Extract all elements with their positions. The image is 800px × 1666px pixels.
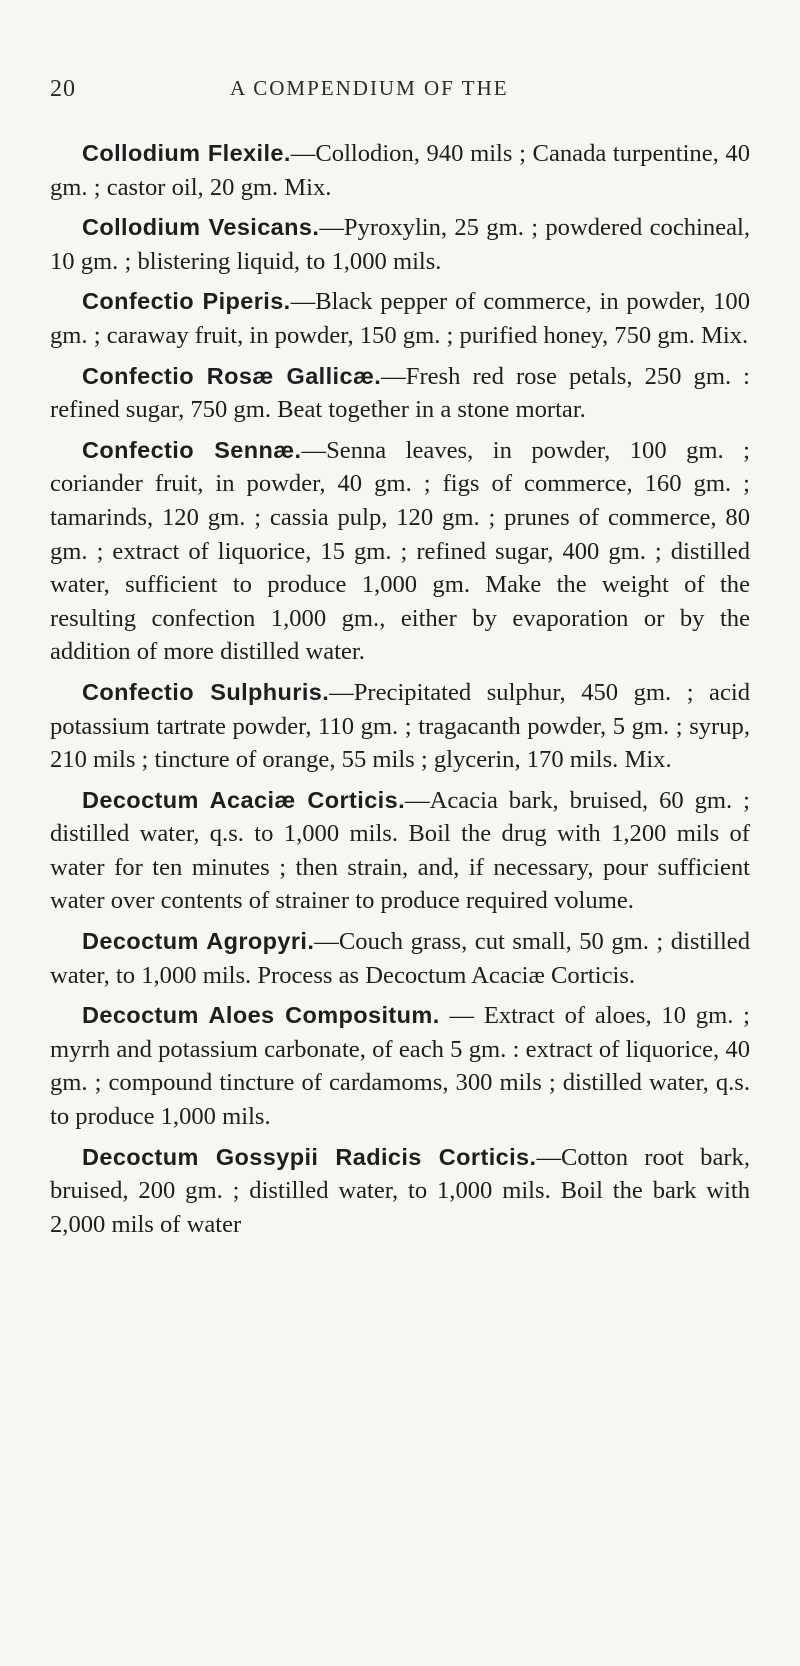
entry-title: Decoctum Agropyri. [82,928,315,955]
entry-text: —Pyroxylin, 25 gm. ; powdered cochineal, 10 gm. ; blistering liquid, to 1,000 mils. [50,214,751,275]
entry-confectio-sulphuris [50,676,750,777]
page-body [50,137,750,1248]
entry-title: Confectio Rosæ Gallicæ. [82,362,382,389]
entry-confectio-piperis [50,285,750,352]
entry-title: Decoctum Gossypii Radicis Corticis. [82,1143,537,1170]
page-number: 20 [50,76,76,102]
entry-title: Collodium Vesicans. [82,214,320,241]
entry-confectio-rosae-gallicae [50,360,750,427]
entry-text: —Senna leaves, in powder, 100 gm. ; coriander fruit, in powder, 40 gm. ; figs of commerce, 160 gm. ; tamarinds, 120 gm. ; cassia pulp, 120 gm. ; prunes of commerce, 80 gm. ; extract of liquorice, 15 gm. ; refined sugar, 400 gm. ; distilled water, sufficient to produce 1,000 gm. Make the weight of the resulting confection 1,000 gm., either by evaporation or by the addition of more distilled water. [50,436,750,666]
entry-confectio-sennae [50,434,750,669]
entry-collodium-vesicans [50,211,750,278]
entry-text: —Black pepper of commerce, in powder, 100 gm. ; caraway fruit, in powder, 150 gm. ; purified honey, 750 gm. Mix. [50,288,750,349]
entry-text: — Extract of aloes, 10 gm. ; myrrh and potassium carbonate, of each 5 gm. : extract of liquorice, 40 gm. ; compound tincture of cardamoms, 300 mils ; distilled water, q.s. to produce 1,000 mils. [50,1002,751,1131]
entry-title: Confectio Sennæ. [82,436,302,463]
entry-title: Collodium Flexile. [82,140,291,166]
running-header [50,76,750,106]
entry-decoctum-gossypii-radicis-corticis [50,1141,750,1242]
entry-title: Confectio Piperis. [82,288,291,315]
entry-text: —Fresh red rose petals, 250 gm. : refined sugar, 750 gm. Beat together in a stone mortar. [50,362,750,424]
running-title: A COMPENDIUM OF THE [230,76,509,100]
entry-decoctum-aloes-compositum [50,999,750,1133]
entry-title: Confectio Sulphuris. [82,678,330,705]
entry-text: —Cotton root bark, bruised, 200 gm. ; distilled water, to 1,000 mils. Boil the bark with 2,000 mils of water [50,1143,750,1238]
entry-text: —Couch grass, cut small, 50 gm. ; distilled water, to 1,000 mils. Process as Decoctum Acaciæ Corticis. [50,928,751,989]
entry-decoctum-acaciae-corticis [50,784,750,918]
entry-collodium-flexile [50,137,750,204]
entry-title: Decoctum Acaciæ Corticis. [82,786,406,813]
entry-text: —Collodion, 940 mils ; Canada turpentine, 40 gm. ; castor oil, 20 gm. Mix. [50,140,751,201]
entry-text: —Acacia bark, bruised, 60 gm. ; distilled water, q.s. to 1,000 mils. Boil the drug with 1,200 mils of water for ten minutes ; then strain, and, if necessary, pour sufficient water over contents of strainer to produce required volume. [50,786,750,915]
entry-title: Decoctum Aloes Compositum. [82,1002,440,1029]
entry-decoctum-agropyri [50,925,750,992]
entry-text: —Precipitated sulphur, 450 gm. ; acid potassium tartrate powder, 110 gm. ; tragacanth powder, 5 gm. ; syrup, 210 mils ; tincture of orange, 55 mils ; glycerin, 170 mils. Mix. [50,678,751,774]
